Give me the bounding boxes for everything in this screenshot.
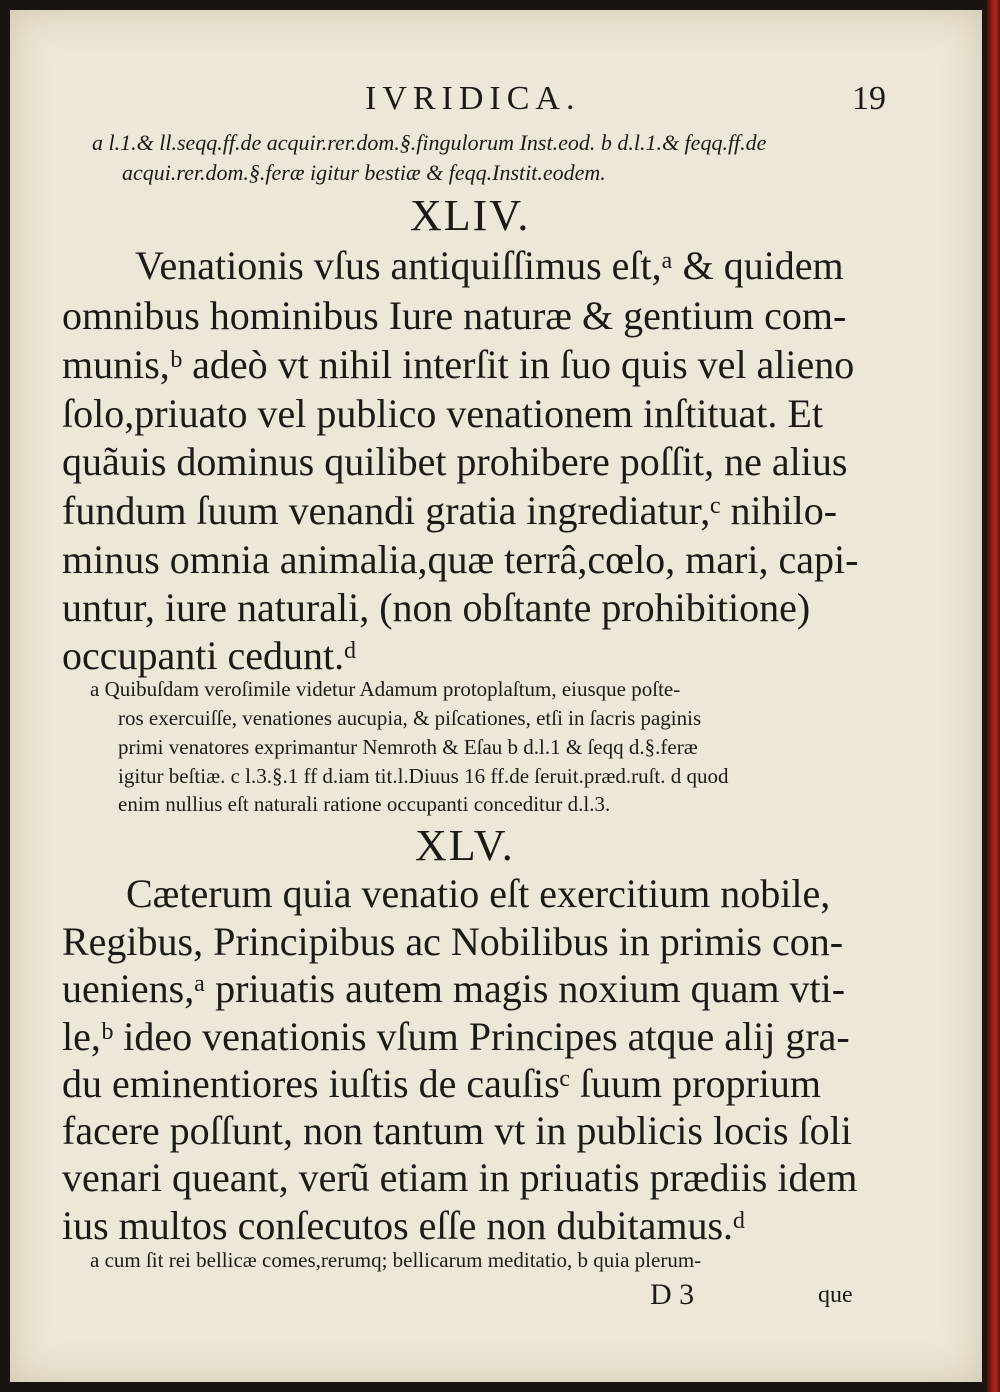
- text-line: omnibus hominibus Iure naturæ & gentium com-: [62, 293, 847, 338]
- footnote-line: a Quibuſdam veroſimile videtur Adamum protoplaſtum, eiusque poſte-: [90, 677, 681, 701]
- page-number: 19: [852, 80, 886, 117]
- footnote-line: igitur beſtiæ. c l.3.§.1 ff d.iam tit.l.Diuus 16 ff.de ſeruit.præd.ruſt. d quod: [118, 764, 729, 788]
- text-line: venari queant, verũ etiam in priuatis prædiis idem: [62, 1155, 858, 1200]
- section-heading: XLV.: [415, 821, 515, 870]
- footnote-line: ros exercuiſſe, venationes aucupia, & piſcationes, etſi in ſacris paginis: [118, 706, 702, 730]
- text-line: quãuis dominus quilibet prohibere poſſit, ne alius: [62, 439, 848, 484]
- text-line: untur, iure naturali, (non obſtante prohibitione): [62, 585, 811, 630]
- text-line: fundum ſuum venandi gratia ingrediatur,ᶜ nihilo-: [62, 488, 838, 533]
- signature-mark: D 3: [650, 1278, 695, 1311]
- catchword: que: [818, 1282, 853, 1308]
- text-line: munis,ᵇ adeò vt nihil interſit in ſuo quis vel alieno: [62, 342, 855, 387]
- page-edge: [986, 0, 1000, 1392]
- text-line: Venationis vſus antiquiſſimus eſt,ᵃ & quidem: [135, 243, 844, 288]
- text-line: ius multos conſecutos eſſe non dubitamus.ᵈ: [62, 1203, 746, 1248]
- footnote-line: a cum ſit rei bellicæ comes,rerumq; bellicarum meditatio, b quia plerum-: [90, 1248, 702, 1272]
- marginal-note: acqui.rer.dom.§.feræ igitur bestiæ & feqq.Instit.eodem.: [122, 160, 606, 185]
- text-line: du eminentiores iuſtis de cauſisᶜ ſuum proprium: [62, 1061, 822, 1106]
- running-title: IVRIDICA.: [365, 80, 581, 117]
- section-heading: XLIV.: [410, 191, 531, 240]
- text-line: le,ᵇ ideo venationis vſum Principes atque alij gra-: [62, 1014, 850, 1059]
- text-line: minus omnia animalia,quæ terrâ,cœlo, mari, capi-: [62, 537, 859, 582]
- marginal-note: a l.1.& ll.seqq.ff.de acquir.rer.dom.§.fingulorum Inst.eod. b d.l.1.& feqq.ff.de: [92, 130, 767, 155]
- text-line: facere poſſunt, non tantum vt in publicis locis ſoli: [62, 1108, 852, 1153]
- book-page: [10, 10, 982, 1382]
- text-line: Cæterum quia venatio eſt exercitium nobile,: [126, 871, 831, 916]
- text-line: ueniens,ᵃ priuatis autem magis noxium quam vti-: [62, 966, 846, 1011]
- footnote-line: enim nullius eſt naturali ratione occupanti conceditur d.l.3.: [118, 792, 611, 816]
- text-line: Regibus, Principibus ac Nobilibus in primis con-: [62, 919, 844, 964]
- footnote-line: primi venatores exprimantur Nemroth & Eſau b d.l.1 & ſeqq d.§.feræ: [118, 735, 698, 759]
- text-line: ſolo,priuato vel publico venationem inſtituat. Et: [62, 391, 823, 436]
- text-line: occupanti cedunt.ᵈ: [62, 633, 357, 678]
